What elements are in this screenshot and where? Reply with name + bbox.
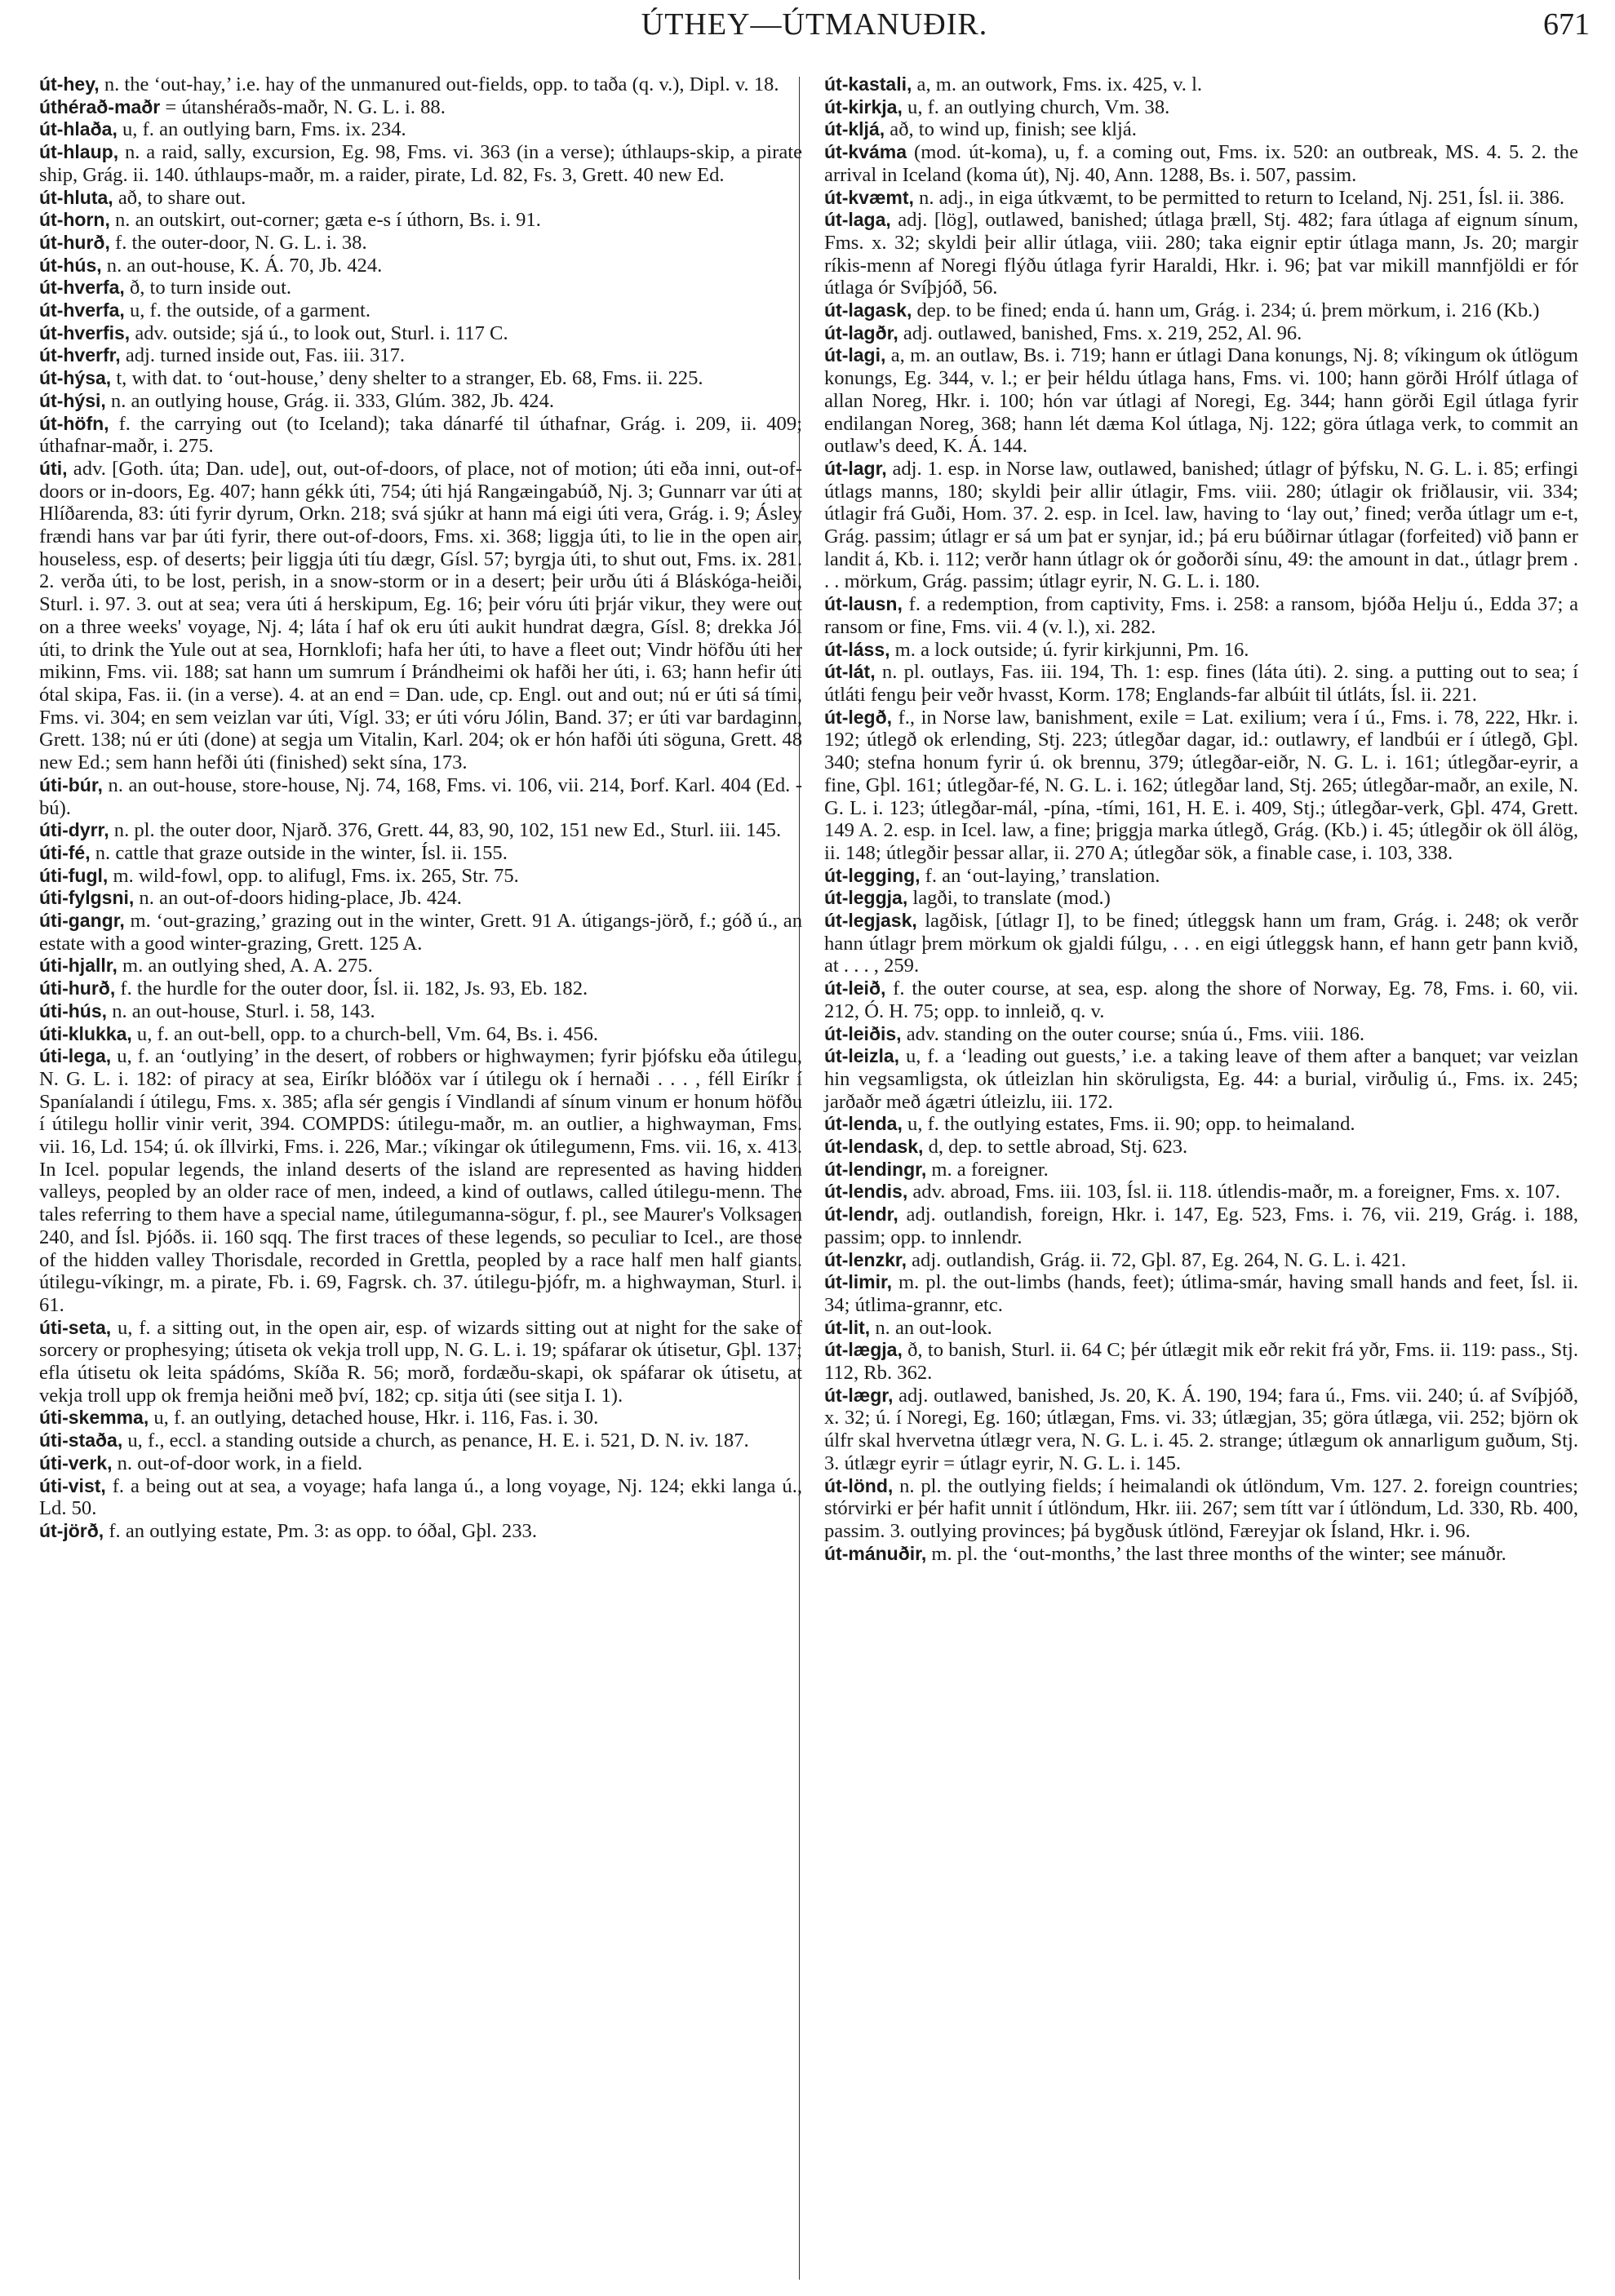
entry-definition: f. the carrying out (to Iceland); taka dánarfé til úthafnar, Grág. i. 209, ii. 409; úthafnar-maðr, i. 275. [39, 412, 802, 458]
entry-definition: m. wild-fowl, opp. to alifugl, Fms. ix. 265, Str. 75. [108, 864, 519, 887]
dictionary-entry [39, 1045, 802, 1316]
entry-headword: út-kljá, [824, 118, 885, 140]
entry-headword: út-leggja, [824, 887, 908, 909]
dictionary-entry [824, 1475, 1578, 1543]
dictionary-entry [824, 910, 1578, 977]
dictionary-entry [824, 322, 1578, 345]
dictionary-entry [824, 209, 1578, 299]
entry-definition: = útanshéraðs-maðr, N. G. L. i. 88. [160, 95, 446, 118]
dictionary-entry [39, 413, 802, 458]
entry-definition: n. an outskirt, out-corner; gæta e-s í úthorn, Bs. i. 91. [109, 209, 541, 232]
entry-headword: úti-fé, [39, 841, 91, 863]
dictionary-entry [39, 1520, 802, 1543]
dictionary-entry [39, 232, 802, 255]
entry-headword: út-hurð, [39, 231, 110, 253]
dictionary-entry [824, 1249, 1578, 1272]
dictionary-entry [39, 367, 802, 390]
entry-definition: f., in Norse law, banishment, exile = Lat. exilium; vera í ú., Fms. i. 78, 222, Hkr. i. 192; útlegð ok erlending, Stj. 223; útlegðar dagar, id.: outlawry, ef landbúi er í útlegð, Gþl. 340; stefna honum fyrir ú. ok brennu, 379; útlegðar-eiðr, N. G. L. i. 161; útlegðar-eyrir, a fine, Gþl. 161; útlegðar-fé, N. G. L. i. 162; útlegðar land, Stj. 265; útlegðar-maðr, an exile, N. G. L. i. 123; útlegðar-mál, -pína, -tími, 161, H. E. i. 409, Stj.; útlegðar-verk, Gþl. 474, Grett. 149 A. 2. esp. in Icel. law, a fine; þriggja marka útlegð, Grág. (Kb.) i. 45; útlegðir ok öll álög, ii. 148; útlegðir þessar allar, ii. 270 A; útlegðar sök, a finable case, i. 103, 338. [824, 706, 1578, 864]
dictionary-entry [824, 299, 1578, 322]
entry-headword: út-lausn, [824, 593, 903, 615]
entry-headword: úti-búr, [39, 773, 103, 796]
entry-headword: út-kváma [824, 141, 907, 163]
dictionary-entry [39, 865, 802, 888]
dictionary-entry [824, 344, 1578, 458]
entry-definition: adj. outlawed, banished, Fms. x. 219, 252, Al. 96. [898, 321, 1302, 344]
dictionary-entry [824, 73, 1578, 96]
dictionary-entry [824, 1023, 1578, 1046]
dictionary-entry [39, 344, 802, 367]
dictionary-entry [824, 639, 1578, 662]
entry-headword: úti-skemma, [39, 1407, 149, 1429]
entry-definition: adv. standing on the outer course; snúa ú., Fms. viii. 186. [901, 1022, 1364, 1045]
entry-definition: n. an out-house, Sturl. i. 58, 143. [107, 1000, 375, 1022]
entry-headword: út-lægr, [824, 1384, 894, 1406]
dictionary-entry [824, 1159, 1578, 1181]
entry-headword: úti-seta, [39, 1316, 112, 1338]
entry-definition: u, f. an outlying barn, Fms. ix. 234. [117, 118, 406, 141]
entry-headword: út-lagðr, [824, 321, 898, 344]
entry-headword: út-lit, [824, 1316, 871, 1338]
dictionary-entry [824, 593, 1578, 638]
entry-definition: t, with dat. to ‘out-house,’ deny shelter to a stranger, Eb. 68, Fms. ii. 225. [111, 367, 703, 390]
dictionary-entry [824, 977, 1578, 1022]
entry-headword: út-hús, [39, 254, 102, 276]
entry-definition: ð, to banish, Sturl. ii. 64 C; þér útlægit mik eðr rekit frá yðr, Fms. ii. 119: pass., Stj. 112, Rb. 362. [824, 1339, 1578, 1385]
entry-headword: út-lendingr, [824, 1158, 927, 1180]
entry-headword: úti-klukka, [39, 1022, 132, 1044]
entry-headword: úti-gangr, [39, 910, 125, 932]
entry-definition: f. an ‘out-laying,’ translation. [920, 864, 1160, 887]
dictionary-entry [39, 842, 802, 865]
entry-headword: úti-lega, [39, 1045, 112, 1067]
entry-definition: adj. outlawed, banished, Js. 20, K. Á. 190, 194; fara ú., Fms. vii. 240; ú. af Svíþjóð, x. 32; ú. í Noregi, Eg. 160; útlægan, Fms. vi. 33; útlægjan, 35; göra útlæga, vii. 252; björn ok úlfr skal hvervetna útlægr vera, N. G. L. i. 45. 2. strange; útlægum ok annarligum guðum, Stj. 3. útlægr eyrir = útlagr eyrir, N. G. L. i. 145. [824, 1384, 1578, 1474]
entry-headword: úti, [39, 457, 68, 479]
entry-definition: n. pl. the outlying fields; í heimalandi ok útlöndum, Vm. 127. 2. foreign countries; stórvirki er þér hafit unnit í útlöndum, Hkr. iii. 267; sem títt var í útlöndum, Ld. 330, Rb. 400, passim. 3. outlying provinces; þá bygðusk útlönd, Færeyjar ok Ísland, Hkr. i. 96. [824, 1474, 1578, 1542]
dictionary-entry [39, 118, 802, 141]
entry-definition: (mod. út-koma), u, f. a coming out, Fms. ix. 520: an outbreak, MS. 4. 5. 2. the arrival in Iceland (koma út), Nj. 40, Ann. 1288, Bs. i. 507, passim. [824, 141, 1578, 186]
dictionary-entry [39, 1407, 802, 1429]
dictionary-entry [39, 299, 802, 322]
entry-definition: m. pl. the out-limbs (hands, feet); útlima-smár, having small hands and feet, Ísl. ii. 34; útlima-grannr, etc. [824, 1271, 1578, 1316]
dictionary-entry [39, 322, 802, 345]
dictionary-entry [39, 819, 802, 842]
entry-definition: u, f. the outside, of a garment. [124, 299, 370, 322]
entry-definition: f. a being out at sea, a voyage; hafa langa ú., a long voyage, Nj. 124; ekki langa ú., Ld. 50. [39, 1474, 802, 1520]
entry-definition: d, dep. to settle abroad, Stj. 623. [923, 1136, 1188, 1159]
entry-definition: adj. [lög], outlawed, banished; útlaga þræll, Stj. 482; fara útlaga af eignum sínum, Fms. x. 32; skyldi þeir allir útlaga, viii. 280; taka eignir eptir útlaga mann, Js. 20; margir ríkis-menn af Noregi flýðu útlaga fyrir Haraldi, Hkr. i. 96; þat var mikill mannfjöldi er fór útlaga ór Svíþjóð, 56. [824, 209, 1578, 299]
entry-definition: n. an out-look. [870, 1316, 992, 1339]
entry-headword: út-legjask, [824, 910, 917, 932]
entry-definition: u, f. a sitting out, in the open air, esp. of wizards sitting out at night for the sake of sorcery or prophesying; útiseta ok vekja troll upp, N. G. L. i. 19; spáfarar ok útisetur, Gþl. 137; efla útisetu ok leita spádóms, Skíða R. 56; morð, fordæðu-skapi, ok spáfarar ok útisetu, at vekja troll upp ok fremja heiðni með því, 182; cp. sitja úti (see sitja I. 1). [39, 1316, 802, 1407]
entry-definition: m. pl. the ‘out-months,’ the last three months of the winter; see mánuðr. [926, 1542, 1506, 1565]
entry-headword: út-leið, [824, 977, 886, 1000]
dictionary-entry [824, 707, 1578, 865]
entry-headword: út-leizla, [824, 1045, 900, 1067]
dictionary-entry [824, 865, 1578, 888]
entry-headword: út-hýsa, [39, 367, 112, 389]
dictionary-entry [39, 1475, 802, 1520]
dictionary-entry [39, 187, 802, 210]
entry-headword: úti-staða, [39, 1429, 123, 1452]
entry-definition: n. pl. the outer door, Njarð. 376, Grett. 44, 83, 90, 102, 151 new Ed., Sturl. iii. 145. [109, 819, 782, 842]
entry-definition: að, to share out. [113, 186, 246, 209]
dictionary-entry [824, 1385, 1578, 1475]
dictionary-entry [824, 887, 1578, 910]
entry-definition: m. an outlying shed, A. A. 275. [117, 955, 373, 977]
dictionary-entry [39, 977, 802, 1000]
entry-headword: út-lenda, [824, 1113, 903, 1135]
entry-definition: u, f. an ‘outlying’ in the desert, of robbers or highwaymen; fyrir þjófsku eða útilegu, N. G. L. i. 182: of piracy at sea, Eiríkr blóðöx var í útilegu ok í hernaði . . . , féll Eiríkr í Spaníalandi í útilegu, Fms. x. 385; afla sér gengis í Vindlandi af sínum vinum er honum höfðu í útilegu hollir vinir verit, 394. COMPDS: útilegu-maðr, m. an outlier, a highwayman, Fms. vii. 16, Ld. 154; ú. ok íllvirki, Fms. i. 226, Mar.; víkingar ok útilegumenn, Fms. vii. 16, x. 413. In Icel. popular legends, the inland deserts of the island are represented as having hidden valleys, peopled by an older race of men, indeed, a kind of outlaws, called útilegu-menn. The tales referring to them have a special name, útilegumanna-sögur, f. pl., see Maurer's Volksagen 240, and Ísl. Þjóðs. ii. 160 sqq. The first traces of these legends, so peculiar to Icel., are those of the hidden valley Thorisdale, recorded in Grettla, peopled by a race half men half giants. útilegu-víkingr, m. a pirate, Fb. i. 69, Fagrsk. ch. 37. útilegu-þjófr, m. a highwayman, Sturl. i. 61. [39, 1045, 802, 1316]
entry-headword: út-láss, [824, 638, 890, 660]
entry-definition: adv. outside; sjá ú., to look out, Sturl. i. 117 C. [130, 321, 508, 344]
entry-definition: adj. outlandish, Grág. ii. 72, Gþl. 87, Eg. 264, N. G. L. i. 421. [906, 1248, 1407, 1271]
entry-definition: n. the ‘out-hay,’ i.e. hay of the unmanured out-fields, opp. to taða (q. v.), Dipl. v. 18. [99, 73, 779, 95]
entry-definition: u, f. an outlying church, Vm. 38. [902, 95, 1170, 118]
entry-definition: f. the outer-door, N. G. L. i. 38. [109, 231, 367, 254]
dictionary-entry [824, 118, 1578, 141]
entry-headword: úti-fugl, [39, 864, 109, 886]
entry-headword: út-kvæmt, [824, 186, 914, 208]
dictionary-entry [39, 1023, 802, 1046]
entry-definition: n. an outlying house, Grág. ii. 333, Glúm. 382, Jb. 424. [105, 389, 555, 412]
entry-headword: út-lenzkr, [824, 1248, 907, 1270]
entry-headword: út-lönd, [824, 1474, 894, 1496]
entry-definition: n. a raid, sally, excursion, Eg. 98, Fms. vi. 363 (in a verse); úthlaups-skip, a pirate ship, Grág. ii. 140. úthlaups-maðr, m. a raider, pirate, Ld. 82, Fs. 3, Grett. 40 new Ed. [39, 141, 802, 186]
dictionary-entry [824, 96, 1578, 119]
dictionary-entry [824, 141, 1578, 186]
entry-definition: n. adj., in eiga útkvæmt, to be permitted to return to Iceland, Nj. 251, Ísl. ii. 386. [913, 186, 1565, 209]
entry-headword: úti-verk, [39, 1452, 113, 1474]
entry-definition: að, to wind up, finish; see kljá. [885, 118, 1137, 141]
dictionary-entry [39, 1429, 802, 1452]
entry-definition: adv. [Goth. úta; Dan. ude], out, out-of-doors, of place, not of motion; úti eða inni, out-of-doors or in-doors, Eg. 407; hann gékk úti, 754; úti hjá Rangæingabúð, Nj. 3; Gunnarr var úti at Hlíðarenda, 83: úti fyrir dyrum, Orkn. 218; svá sjúkr at hann má eigi úti vera, Grág. i. 9; Ásley frændi hans var þar úti fyrir, there out-of-doors, Fms. xi. 368; liggja úti, to lie in the open air, houseless, esp. of deserts; þeir liggja úti tíu dægr, Gísl. 57; byrgja úti, to shut out, Fms. ix. 281. 2. verða úti, to be lost, perish, in a snow-storm or in a desert; þeir urðu úti á Bláskóga-heiði, Sturl. i. 97. 3. out at sea; vera úti á herskipum, Eg. 16; þeir vóru úti þrjár vikur, they were out on a three weeks' voyage, Nj. 4; láta í haf ok eru úti aukit hundrat dægra, Gísl. 8; drekka Jól úti, to drink the Yule out at sea, Hornklofi; hafa her úti, to have a fleet out; Vindr höfðu úti her mikinn, Fms. vii. 188; sat hann um sumrum í Þrándheimi ok hafði her úti, i. 63; hann hefir úti ótal skipa, Fas. ii. (in a verse). 4. at an end = Dan. ude, cp. Engl. out and out; nú er úti sá tími, Fms. vi. 304; en sem veizlan var úti, Vígl. 33; er úti vóru Jólin, Band. 37; er úti var bardaginn, Grett. 138; nú er úti (done) at segja um Vitalin, Karl. 204; ok er hón hafði úti söguna, Grett. 48 new Ed.; sem hann hefði úti (finished) sekt sína, 173. [39, 457, 802, 774]
entry-headword: út-hverfr, [39, 344, 121, 366]
dictionary-entry [39, 1452, 802, 1475]
dictionary-entry [824, 1271, 1578, 1316]
dictionary-entry [39, 141, 802, 186]
dictionary-entry [824, 1203, 1578, 1248]
entry-definition: a, m. an outwork, Fms. ix. 425, v. l. [912, 73, 1203, 95]
entry-headword: út-lendis, [824, 1181, 908, 1203]
dictionary-entry [39, 390, 802, 413]
entry-definition: adv. abroad, Fms. iii. 103, Ísl. ii. 118. útlendis-maðr, m. a foreigner, Fms. x. 107. [907, 1181, 1560, 1203]
entry-headword: út-hverfa, [39, 277, 125, 299]
entry-definition: u, f., eccl. a standing outside a church, as penance, H. E. i. 521, D. N. iv. 187. [122, 1429, 749, 1452]
entry-definition: n. an out-house, K. Á. 70, Jb. 424. [101, 254, 383, 277]
dictionary-entry [39, 1317, 802, 1407]
entry-definition: adj. outlandish, foreign, Hkr. i. 147, Eg. 523, Fms. i. 76, vii. 219, Grág. i. 188, passim; opp. to innlendr. [824, 1203, 1578, 1248]
dictionary-entry [824, 187, 1578, 210]
dictionary-entry [824, 1339, 1578, 1384]
entry-headword: út-legð, [824, 706, 893, 728]
entry-headword: úti-fylgsni, [39, 887, 135, 909]
entry-definition: f. an outlying estate, Pm. 3: as opp. to óðal, Gþl. 233. [104, 1520, 537, 1542]
entry-headword: út-limir, [824, 1271, 893, 1293]
entry-definition: m. a foreigner. [926, 1158, 1049, 1181]
entry-definition: n. an out-house, store-house, Nj. 74, 168, Fms. vi. 106, vii. 214, Þorf. Karl. 404 (Ed. -bú). [39, 773, 802, 819]
dictionary-entry [824, 1136, 1578, 1159]
entry-definition: adj. turned inside out, Fas. iii. 317. [120, 344, 406, 367]
entry-definition: ð, to turn inside out. [124, 277, 292, 299]
entry-headword: út-höfn, [39, 412, 109, 434]
dictionary-entry [39, 277, 802, 299]
entry-definition: m. ‘out-grazing,’ grazing out in the winter, Grett. 91 A. útigangs-jörð, f.; góð ú., an estate with a good winter-grazing, Grett. 125 A. [39, 910, 802, 955]
dictionary-entry [39, 73, 802, 96]
entry-headword: út-jörð, [39, 1520, 104, 1541]
entry-headword: úti-vist, [39, 1474, 106, 1496]
entry-headword: út-lægja, [824, 1339, 903, 1361]
entry-definition: f. the outer course, at sea, esp. along the shore of Norway, Eg. 78, Fms. i. 60, vii. 212, Ó. H. 75; opp. to innleið, q. v. [824, 977, 1578, 1022]
page-header [39, 5, 1590, 46]
dictionary-entry [39, 955, 802, 977]
entry-definition: dep. to be fined; enda ú. hann um, Grág. i. 234; ú. þrem mörkum, i. 216 (Kb.) [912, 299, 1540, 322]
dictionary-entry [824, 1317, 1578, 1340]
entry-definition: u, f. a ‘leading out guests,’ i.e. a taking leave of them after a banquet; var veizlan hin vegsamligsta, ok útleizlan hin sköruligsta, Eg. 44: a burial, virðulig ú., Fms. ix. 245; jarðaðr með ágætri útleizlu, iii. 172. [824, 1045, 1578, 1113]
entry-definition: u, f. an out-bell, opp. to a church-bell, Vm. 64, Bs. i. 456. [131, 1022, 599, 1045]
dictionary-entry [824, 661, 1578, 706]
entry-headword: út-horn, [39, 209, 110, 231]
entry-headword: úti-hús, [39, 1000, 108, 1022]
entry-definition: lagðisk, [útlagr I], to be fined; útleggsk hann um fram, Grág. i. 248; ok verðr hann útlagr þrem mörkum ok gjaldi fúlgu, . . . en eigi útleggsk hann, ef hann getr þann kvið, at . . . , 259. [824, 910, 1578, 977]
entry-headword: út-lendask, [824, 1136, 924, 1158]
entry-definition: u, f. an outlying, detached house, Hkr. i. 116, Fas. i. 30. [149, 1407, 599, 1429]
entry-headword: út-hverfis, [39, 321, 131, 344]
dictionary-entry [39, 887, 802, 910]
entry-headword: út-lagi, [824, 344, 886, 366]
left-column [39, 73, 802, 1543]
dictionary-entry [39, 458, 802, 774]
entry-definition: n. pl. outlays, Fas. iii. 194, Th. 1: esp. fines (láta úti). 2. sing. a putting out to sea; í útláti fengu þeir veðr hvasst, Korm. 178; Englands-far albúit til útláts, Ísl. ii. 221. [824, 661, 1578, 706]
entry-headword: út-hlaup, [39, 141, 119, 163]
entry-headword: úti-hurð, [39, 977, 116, 1000]
dictionary-entry [39, 910, 802, 955]
entry-headword: út-hey, [39, 73, 100, 95]
dictionary-entry [39, 96, 802, 119]
entry-headword: út-lagask, [824, 299, 912, 321]
entry-headword: út-hluta, [39, 186, 113, 208]
entry-headword: út-hverfa, [39, 299, 125, 321]
entry-definition: adj. 1. esp. in Norse law, outlawed, banished; útlagr of þýfsku, N. G. L. i. 85; erfingi útlags manns, 180; skyldi þeir allir útlagir, Fms. viii. 280; útlagir ok friðlausir, vii. 334; útlagir frá Guði, Hom. 37. 2. esp. in Icel. law, having to ‘lay out,’ fined; verða útlagr um e-t, Grág. passim; útlagr er sá um þat er synjar, id.; þá eru búðirnar útlagar (forfeited) við þann er landit á, Kb. i. 112; verðr hann útlagr ok ór goðorði sínu, 49: the amount in dat., útlagr þrem . . . mörkum, Grág. passim; útlagr eyrir, N. G. L. i. 180. [824, 457, 1578, 593]
dictionary-entry [824, 458, 1578, 593]
entry-headword: út-mánuðir, [824, 1542, 927, 1564]
entry-definition: m. a lock outside; ú. fyrir kirkjunni, Pm. 16. [890, 638, 1249, 661]
entry-headword: út-lagr, [824, 457, 887, 479]
entry-definition: u, f. the outlying estates, Fms. ii. 90; opp. to heimaland. [902, 1113, 1355, 1136]
right-column [824, 73, 1578, 1565]
entry-headword: út-hýsi, [39, 389, 106, 411]
dictionary-entry [824, 1181, 1578, 1203]
entry-definition: lagði, to translate (mod.) [907, 887, 1111, 910]
entry-definition: n. an out-of-doors hiding-place, Jb. 424. [134, 887, 462, 910]
entry-headword: út-hlaða, [39, 118, 118, 140]
entry-headword: út-kirkja, [824, 95, 903, 117]
entry-headword: úti-hjallr, [39, 955, 118, 977]
running-title: ÚTHEY—ÚTMANUÐIR. [641, 7, 988, 42]
entry-headword: út-lát, [824, 661, 876, 683]
entry-headword: út-lendr, [824, 1203, 898, 1226]
dictionary-entry [824, 1113, 1578, 1136]
entry-definition: a, m. an outlaw, Bs. i. 719; hann er útlagi Dana konungs, Nj. 8; víkingum ok útlögum konungs, Eg. 344, v. l.; er þeir héldu útlaga hans, Fms. vi. 100; hann görði Hrólf útlaga of allan Noreg, Hkr. i. 100; hón var útlagi af Noregi, Eg. 344; hann görði Egil útlaga fyrir endilangan Noreg, 368; hann lét dæma Kol útlaga, Nj. 122; göra útlaga verk, to commit an outlaw's deed, K. Á. 144. [824, 344, 1578, 458]
entry-definition: n. cattle that graze outside in the winter, Ísl. ii. 155. [90, 841, 508, 864]
dictionary-entry [39, 1000, 802, 1023]
entry-headword: út-leiðis, [824, 1022, 902, 1044]
page-number: 671 [1543, 7, 1590, 42]
dictionary-entry [824, 1543, 1578, 1566]
dictionary-entry [39, 774, 802, 819]
dictionary-entry [39, 209, 802, 232]
entry-headword: úti-dyrr, [39, 819, 109, 841]
entry-definition: f. the hurdle for the outer door, Ísl. ii. 182, Js. 93, Eb. 182. [115, 977, 588, 1000]
entry-headword: úthérað-maðr [39, 95, 161, 117]
entry-definition: f. a redemption, from captivity, Fms. i. 258: a ransom, bjóða Helju ú., Edda 37; a ransom or fine, Fms. vii. 4 (v. l.), xi. 282. [824, 593, 1578, 638]
dictionary-entry [39, 255, 802, 277]
entry-headword: út-legging, [824, 864, 921, 886]
entry-headword: út-kastali, [824, 73, 912, 95]
dictionary-entry [824, 1045, 1578, 1113]
entry-headword: út-laga, [824, 209, 891, 231]
entry-definition: n. out-of-door work, in a field. [112, 1452, 363, 1474]
